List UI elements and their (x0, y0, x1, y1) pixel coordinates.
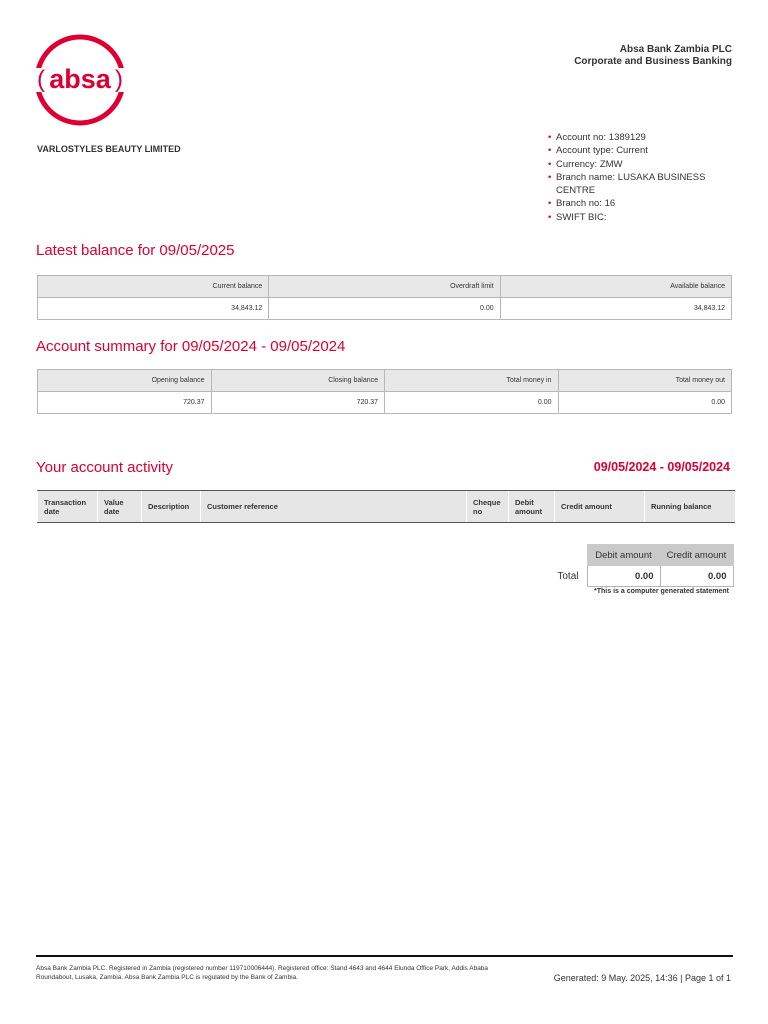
value-date-header: Value date (98, 491, 142, 523)
bank-name: Absa Bank Zambia PLC (619, 44, 732, 55)
money-out-header: Total money out (558, 370, 732, 392)
opening-balance-value: 720.37 (38, 392, 212, 414)
totals-label: Total (557, 570, 579, 582)
branch-name: • Branch name: LUSAKA BUSINESS CENTRE (548, 171, 738, 198)
current-balance-value: 34,843.12 (38, 298, 269, 320)
totals-header-row (547, 545, 733, 566)
overdraft-limit-header: Overdraft limit (269, 276, 500, 298)
logo-wordmark: absa (49, 64, 111, 94)
latest-balance-value-row (38, 298, 732, 320)
account-activity-table (37, 490, 735, 523)
footer-divider (36, 955, 733, 957)
totals-table (547, 544, 734, 587)
account-type: • Account type: Current (548, 144, 738, 157)
customer-reference-header: Customer reference (201, 491, 467, 523)
available-balance-header: Available balance (500, 276, 731, 298)
computer-generated-note: *This is a computer generated statement (594, 588, 729, 595)
money-in-value: 0.00 (385, 392, 559, 414)
total-credit-header: Credit amount (660, 545, 733, 566)
credit-amount-header: Credit amount (555, 491, 645, 523)
opening-balance-header: Opening balance (38, 370, 212, 392)
swift-bic: • SWIFT BIC: (548, 211, 738, 224)
account-summary-table (37, 369, 732, 414)
latest-balance-table (37, 275, 732, 320)
description-header: Description (142, 491, 201, 523)
overdraft-limit-value: 0.00 (269, 298, 500, 320)
cheque-no-header: Cheque no (467, 491, 509, 523)
total-debit-header: Debit amount (587, 545, 660, 566)
totals-value-row (547, 566, 733, 587)
customer-name: VARLOSTYLES BEAUTY LIMITED (37, 144, 181, 154)
available-balance-value: 34,843.12 (500, 298, 731, 320)
account-currency: • Currency: ZMW (548, 158, 738, 171)
bank-division: Corporate and Business Banking (574, 56, 732, 67)
activity-period: 09/05/2024 - 09/05/2024 (593, 460, 730, 474)
total-debit-value: 0.00 (587, 566, 660, 587)
footer-legal-text: Absa Bank Zambia PLC. Registered in Zambia (registered number 119710006444). Registered office: Stand 4643 and 4644 Elunda Office Park, Addis Ababa Roundabout, Lusaka, Zambia. Absa Bank Zambia PLC is regulated by the Bank of Zambia. (36, 965, 489, 981)
latest-balance-title: Latest balance for 09/05/2025 (36, 242, 235, 259)
total-credit-value: 0.00 (660, 566, 733, 587)
current-balance-header: Current balance (38, 276, 269, 298)
bank-header (574, 44, 732, 68)
debit-amount-header: Debit amount (509, 491, 555, 523)
running-balance-header: Running balance (645, 491, 735, 523)
account-number: • Account no: 1389129 (548, 131, 738, 144)
branch-number: • Branch no: 16 (548, 197, 738, 210)
activity-header-row (38, 491, 735, 523)
closing-balance-value: 720.37 (211, 392, 385, 414)
money-in-header: Total money in (385, 370, 559, 392)
money-out-value: 0.00 (558, 392, 732, 414)
generated-info: Generated: 9 May. 2025, 14:36 | Page 1 of 1 (553, 973, 731, 983)
summary-value-row (38, 392, 732, 414)
svg-text:(: ( (37, 66, 45, 93)
account-summary-title: Account summary for 09/05/2024 - 09/05/2024 (36, 338, 346, 355)
absa-logo-mark (34, 34, 126, 126)
account-details-list (548, 131, 738, 224)
closing-balance-header: Closing balance (211, 370, 385, 392)
account-activity-title: Your account activity (36, 459, 174, 476)
summary-header-row (38, 370, 732, 392)
latest-balance-header-row (38, 276, 732, 298)
absa-logo (34, 34, 126, 126)
svg-text:): ) (115, 66, 123, 93)
transaction-date-header: Transaction date (38, 491, 98, 523)
